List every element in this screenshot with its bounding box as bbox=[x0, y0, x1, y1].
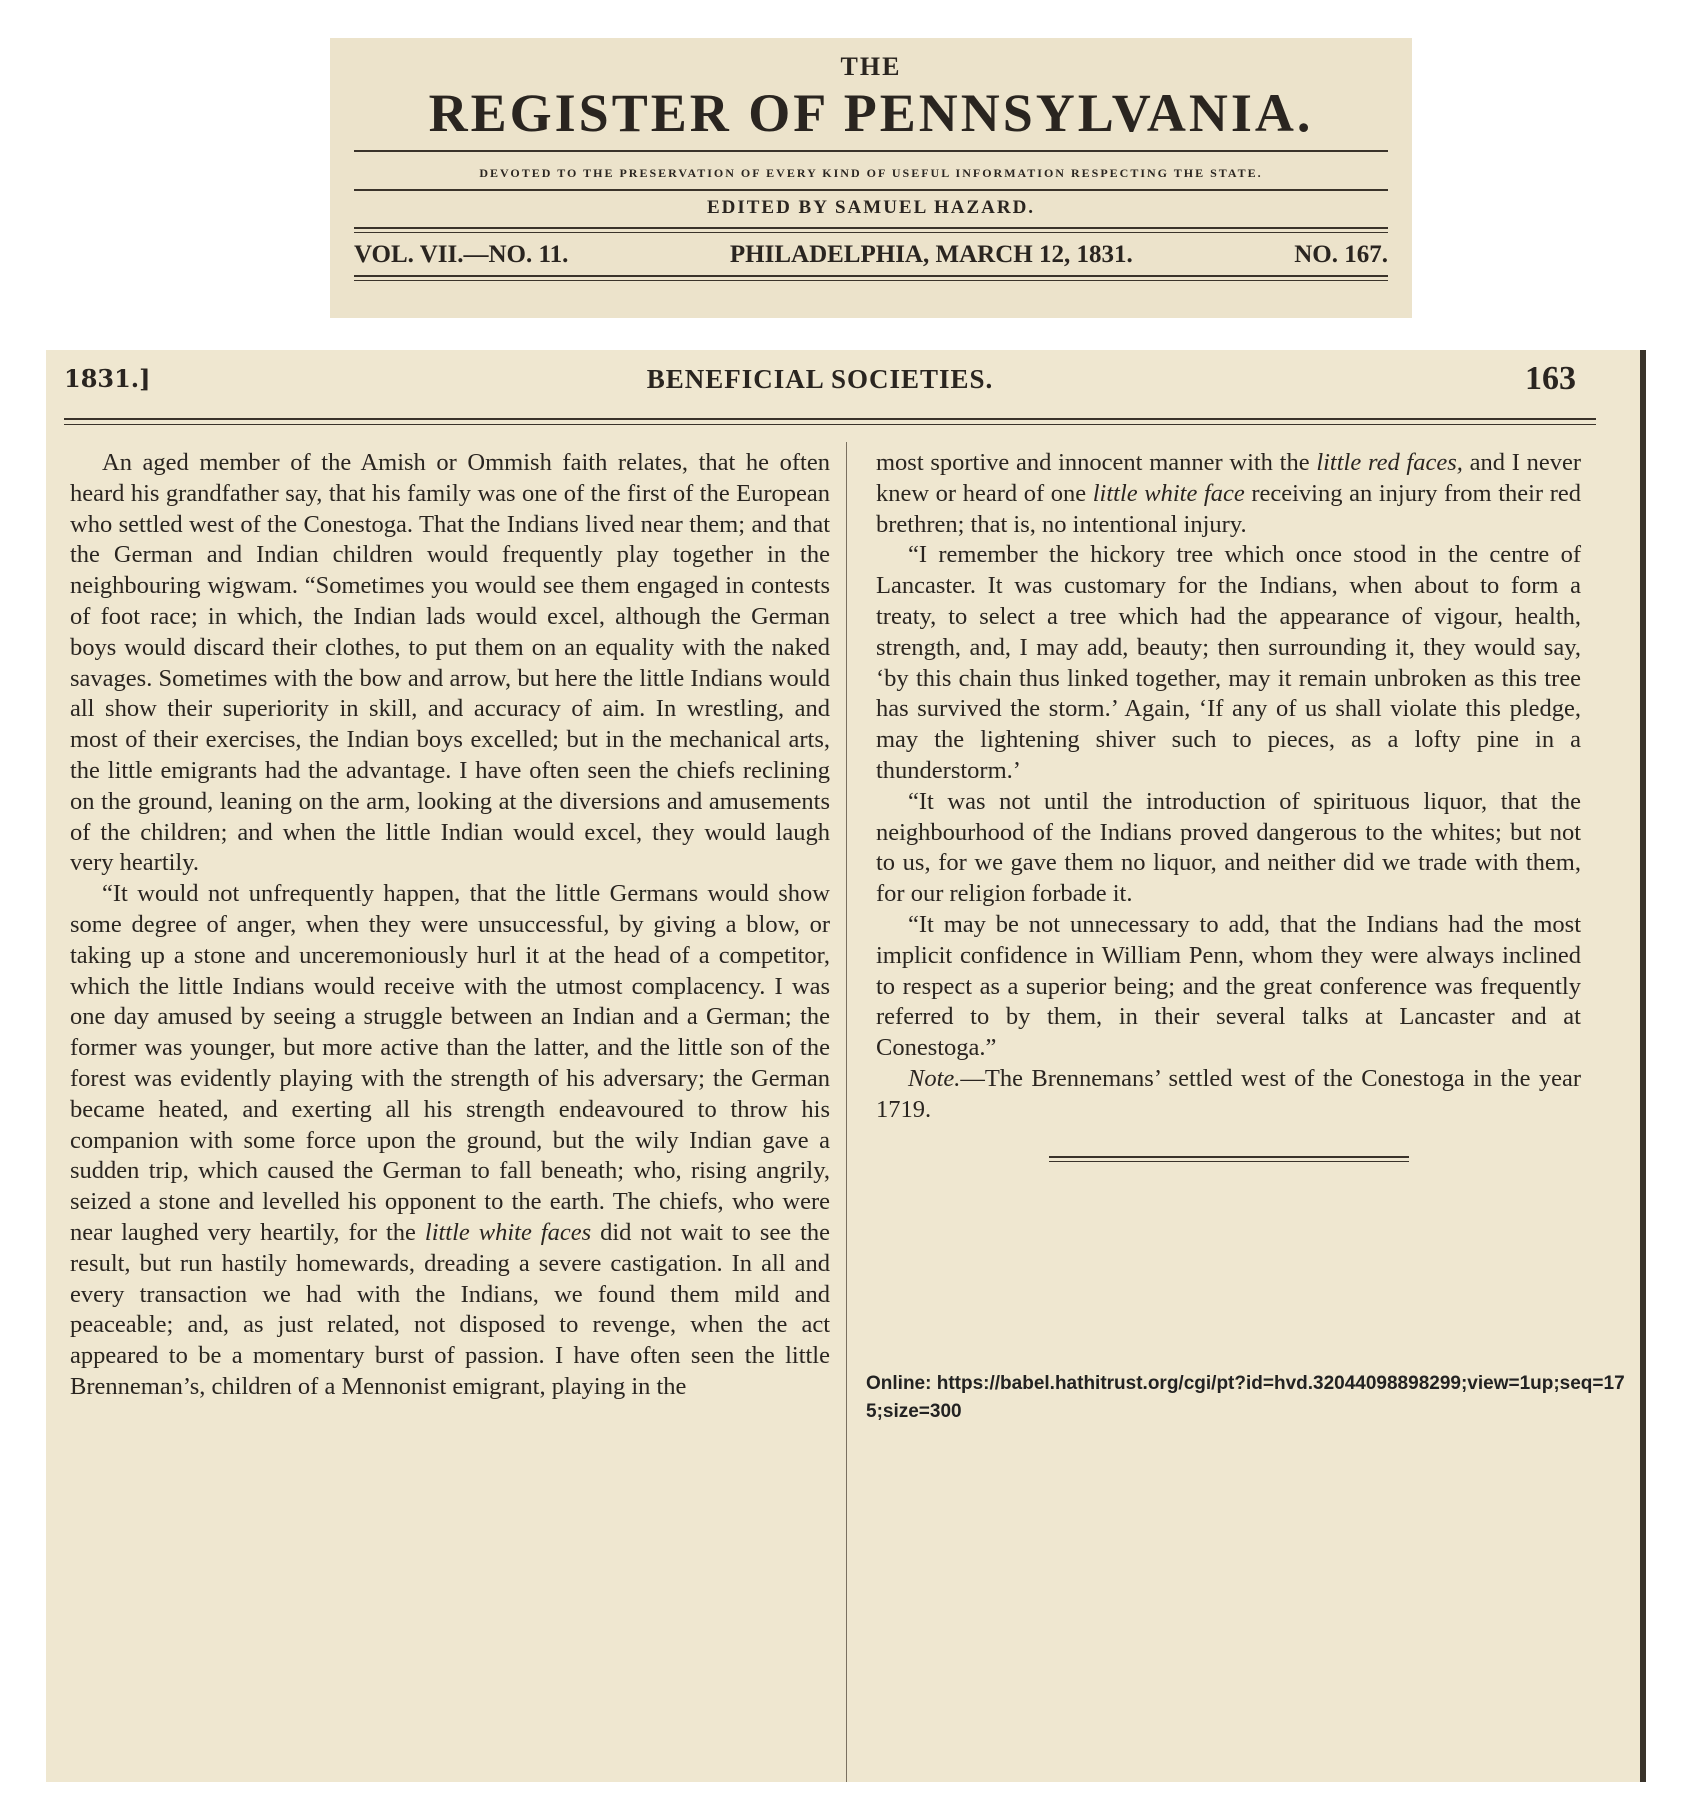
left-column bbox=[70, 448, 830, 1403]
masthead bbox=[330, 38, 1412, 318]
masthead-double-rule bbox=[354, 275, 1388, 281]
masthead-dateline: PHILADELPHIA, MARCH 12, 1831. bbox=[729, 241, 1133, 268]
right-paragraph-1: most sportive and innocent manner with the little red faces, and I never knew or heard of one little white face receiving an injury from their red brethren; that is, no intentional injury. bbox=[876, 449, 1581, 538]
masthead-title: REGISTER OF PENNSYLVANIA. bbox=[428, 83, 1314, 143]
italic-phrase: little red faces, bbox=[1316, 449, 1463, 476]
page-number: 163 bbox=[1525, 360, 1576, 397]
italic-phrase: little white face bbox=[1092, 479, 1245, 507]
masthead-double-rule bbox=[354, 227, 1388, 233]
note-paragraph: Note.—The Brennemans’ settled west of the Conestoga in the year 1719. bbox=[876, 1064, 1581, 1123]
masthead-number: NO. 167. bbox=[1294, 241, 1388, 268]
source-link[interactable]: Online: https://babel.hathitrust.org/cgi/pt?id=hvd.32044098898299;view=1up;seq=175;size=300 bbox=[866, 1373, 1625, 1422]
left-paragraph-1: An aged member of the Amish or Ommish faith relates, that he often heard his grandfather say, that his family was one of the first of the European who settled west of the Conestoga. That the Indians lived near them; and that the German and Indian children would frequently play together in the neighbouring wigwam. “Sometimes you would see them engaged in contests of foot race; in which, the Indian lads would excel, although the German boys would discard their clothes, to put them on an equality with the naked savages. Sometimes with the bow and arrow, but here the little Indians would all show their superiority in skill, and accuracy of aim. In wrestling, and most of their exercises, the Indian boys excelled; but in the mechanical arts, the little emigrants had the advantage. I have often seen the chiefs reclining on the ground, leaning on the arm, looking at the diversions and amusements of the children; and when the little Indian would excel, they would laugh very heartily. bbox=[70, 449, 830, 877]
masthead-rule bbox=[354, 189, 1388, 191]
header-rule bbox=[64, 418, 1596, 425]
masthead-the: THE bbox=[840, 52, 902, 81]
page-year: 1831.] bbox=[64, 364, 151, 393]
right-column bbox=[876, 448, 1581, 1162]
column-divider bbox=[846, 442, 847, 1782]
masthead-volume: VOL. VII.—NO. 11. bbox=[354, 241, 569, 268]
right-paragraph-4: “It may be not unnecessary to add, that the Indians had the most implicit confidence in William Penn, whom they were always inclined to respect as a superior being; and the great conference was frequently referred to by them, in their several talks at Lancaster and at Conestoga.” bbox=[876, 910, 1581, 1062]
running-head bbox=[64, 360, 1576, 404]
masthead-rule bbox=[354, 150, 1388, 152]
right-paragraph-2: “I remember the hickory tree which once stood in the centre of Lancaster. It was customary for the Indians, when about to form a treaty, to select a tree which had the appearance of vigour, health, strength, and, I may add, beauty; then surrounding it, they would say, ‘by this chain thus linked together, may it remain unbroken as this tree has survived the storm.’ Again, ‘If any of us shall violate this pledge, may the lightening shiver such to pieces, as a lofty pine in a thunderstorm.’ bbox=[876, 541, 1581, 784]
masthead-issue-line bbox=[354, 241, 1388, 269]
masthead-editor: EDITED BY SAMUEL HAZARD. bbox=[706, 197, 1036, 218]
end-rule bbox=[1049, 1156, 1409, 1162]
masthead-motto: DEVOTED TO THE PRESERVATION OF EVERY KIND OF USEFUL INFORMATION RESPECTING THE STATE. bbox=[479, 166, 1263, 180]
section-title: BENEFICIAL SOCIETIES. bbox=[646, 364, 994, 394]
note-label: Note. bbox=[908, 1064, 961, 1092]
newspaper-page bbox=[46, 350, 1646, 1782]
left-paragraph-2: “It would not unfrequently happen, that the little Germans would show some degree of anger, when they were unsuccessful, by giving a blow, or taking up a stone and unceremoniously hurl it at the head of a competitor, which the little Indians would receive with the utmost complacency. I was one day amused by seeing a struggle between an Indian and a German; the former was younger, but more active than the latter, and the little son of the forest was evidently playing with the strength of his adversary; the German became heated, and exerting all his strength endeavoured to throw his companion with some force upon the ground, but the wily Indian gave a sudden trip, which caused the German to fall beneath; who, rising angrily, seized a stone and levelled his opponent to the earth. The chiefs, who were near laughed very heartily, for the little white faces did not wait to see the result, but run hastily homewards, dreading a severe castigation. In all and every transaction we had with the Indians, we found them mild and peaceable; and, as just related, not disposed to revenge, when the act appeared to be a momentary burst of passion. I have often seen the little Brenneman’s, children of a Mennonist emigrant, playing in the bbox=[70, 880, 831, 1400]
right-paragraph-3: “It was not until the introduction of spirituous liquor, that the neighbourhood of the Indians proved dangerous to the whites; but not to us, for we gave them no liquor, and neither did we trade with them, for our religion forbade it. bbox=[876, 787, 1581, 908]
italic-phrase: little white faces bbox=[424, 1218, 592, 1246]
